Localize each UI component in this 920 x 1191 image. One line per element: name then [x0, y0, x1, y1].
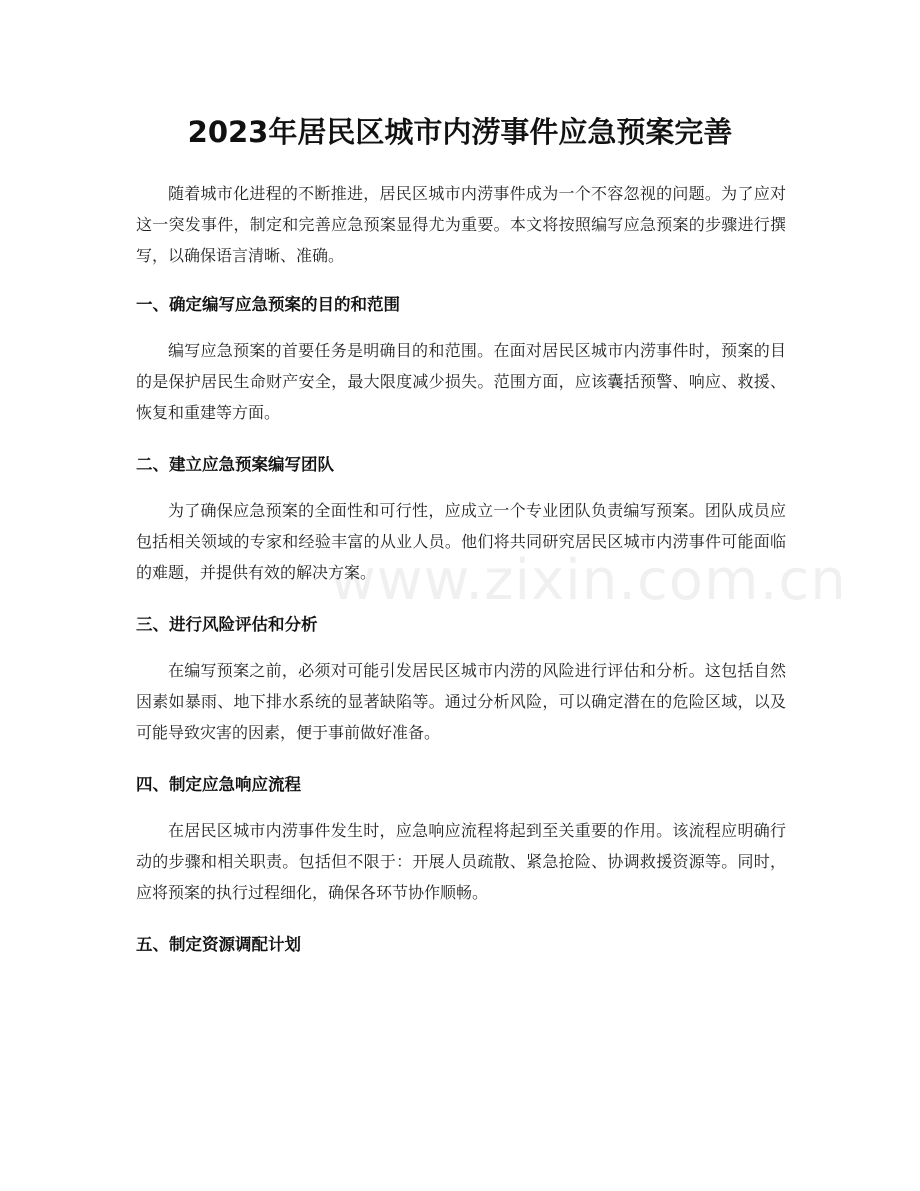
intro-paragraph: 随着城市化进程的不断推进，居民区城市内涝事件成为一个不容忽视的问题。为了应对这一突发事件，制定和完善应急预案显得尤为重要。本文将按照编写应急预案的步骤进行撰写，以确保语言清晰、准确。: [136, 184, 786, 265]
section-heading-1: 一、确定编写应急预案的目的和范围: [136, 295, 400, 314]
section-heading-3: 三、进行风险评估和分析: [136, 615, 318, 634]
section-heading-5: 五、制定资源调配计划: [136, 935, 301, 954]
document-title: 2023年居民区城市内涝事件应急预案完善: [187, 115, 733, 149]
watermark: www.zixin.com.cn: [330, 548, 847, 613]
section-heading-4: 四、制定应急响应流程: [136, 775, 301, 794]
section-paragraph-1: 编写应急预案的首要任务是明确目的和范围。在面对居民区城市内涝事件时，预案的目的是保护居民生命财产安全，最大限度减少损失。范围方面，应该囊括预警、响应、救援、恢复和重建等方面。: [136, 341, 786, 422]
section-heading-2: 二、建立应急预案编写团队: [136, 455, 334, 474]
document-body: [136, 178, 786, 957]
section-paragraph-4: 在居民区城市内涝事件发生时，应急响应流程将起到至关重要的作用。该流程应明确行动的步骤和相关职责。包括但不限于：开展人员疏散、紧急抢险、协调救援资源等。同时，应将预案的执行过程细化，确保各环节协作顺畅。: [136, 821, 786, 902]
section-paragraph-2: 为了确保应急预案的全面性和可行性，应成立一个专业团队负责编写预案。团队成员应包括相关领域的专家和经验丰富的从业人员。他们将共同研究居民区城市内涝事件可能面临的难题，并提供有效的解决方案。: [136, 501, 786, 582]
section-paragraph-3: 在编写预案之前，必须对可能引发居民区城市内涝的风险进行评估和分析。这包括自然因素如暴雨、地下排水系统的显著缺陷等。通过分析风险，可以确定潜在的危险区域，以及可能导致灾害的因素，便于事前做好准备。: [136, 661, 786, 742]
